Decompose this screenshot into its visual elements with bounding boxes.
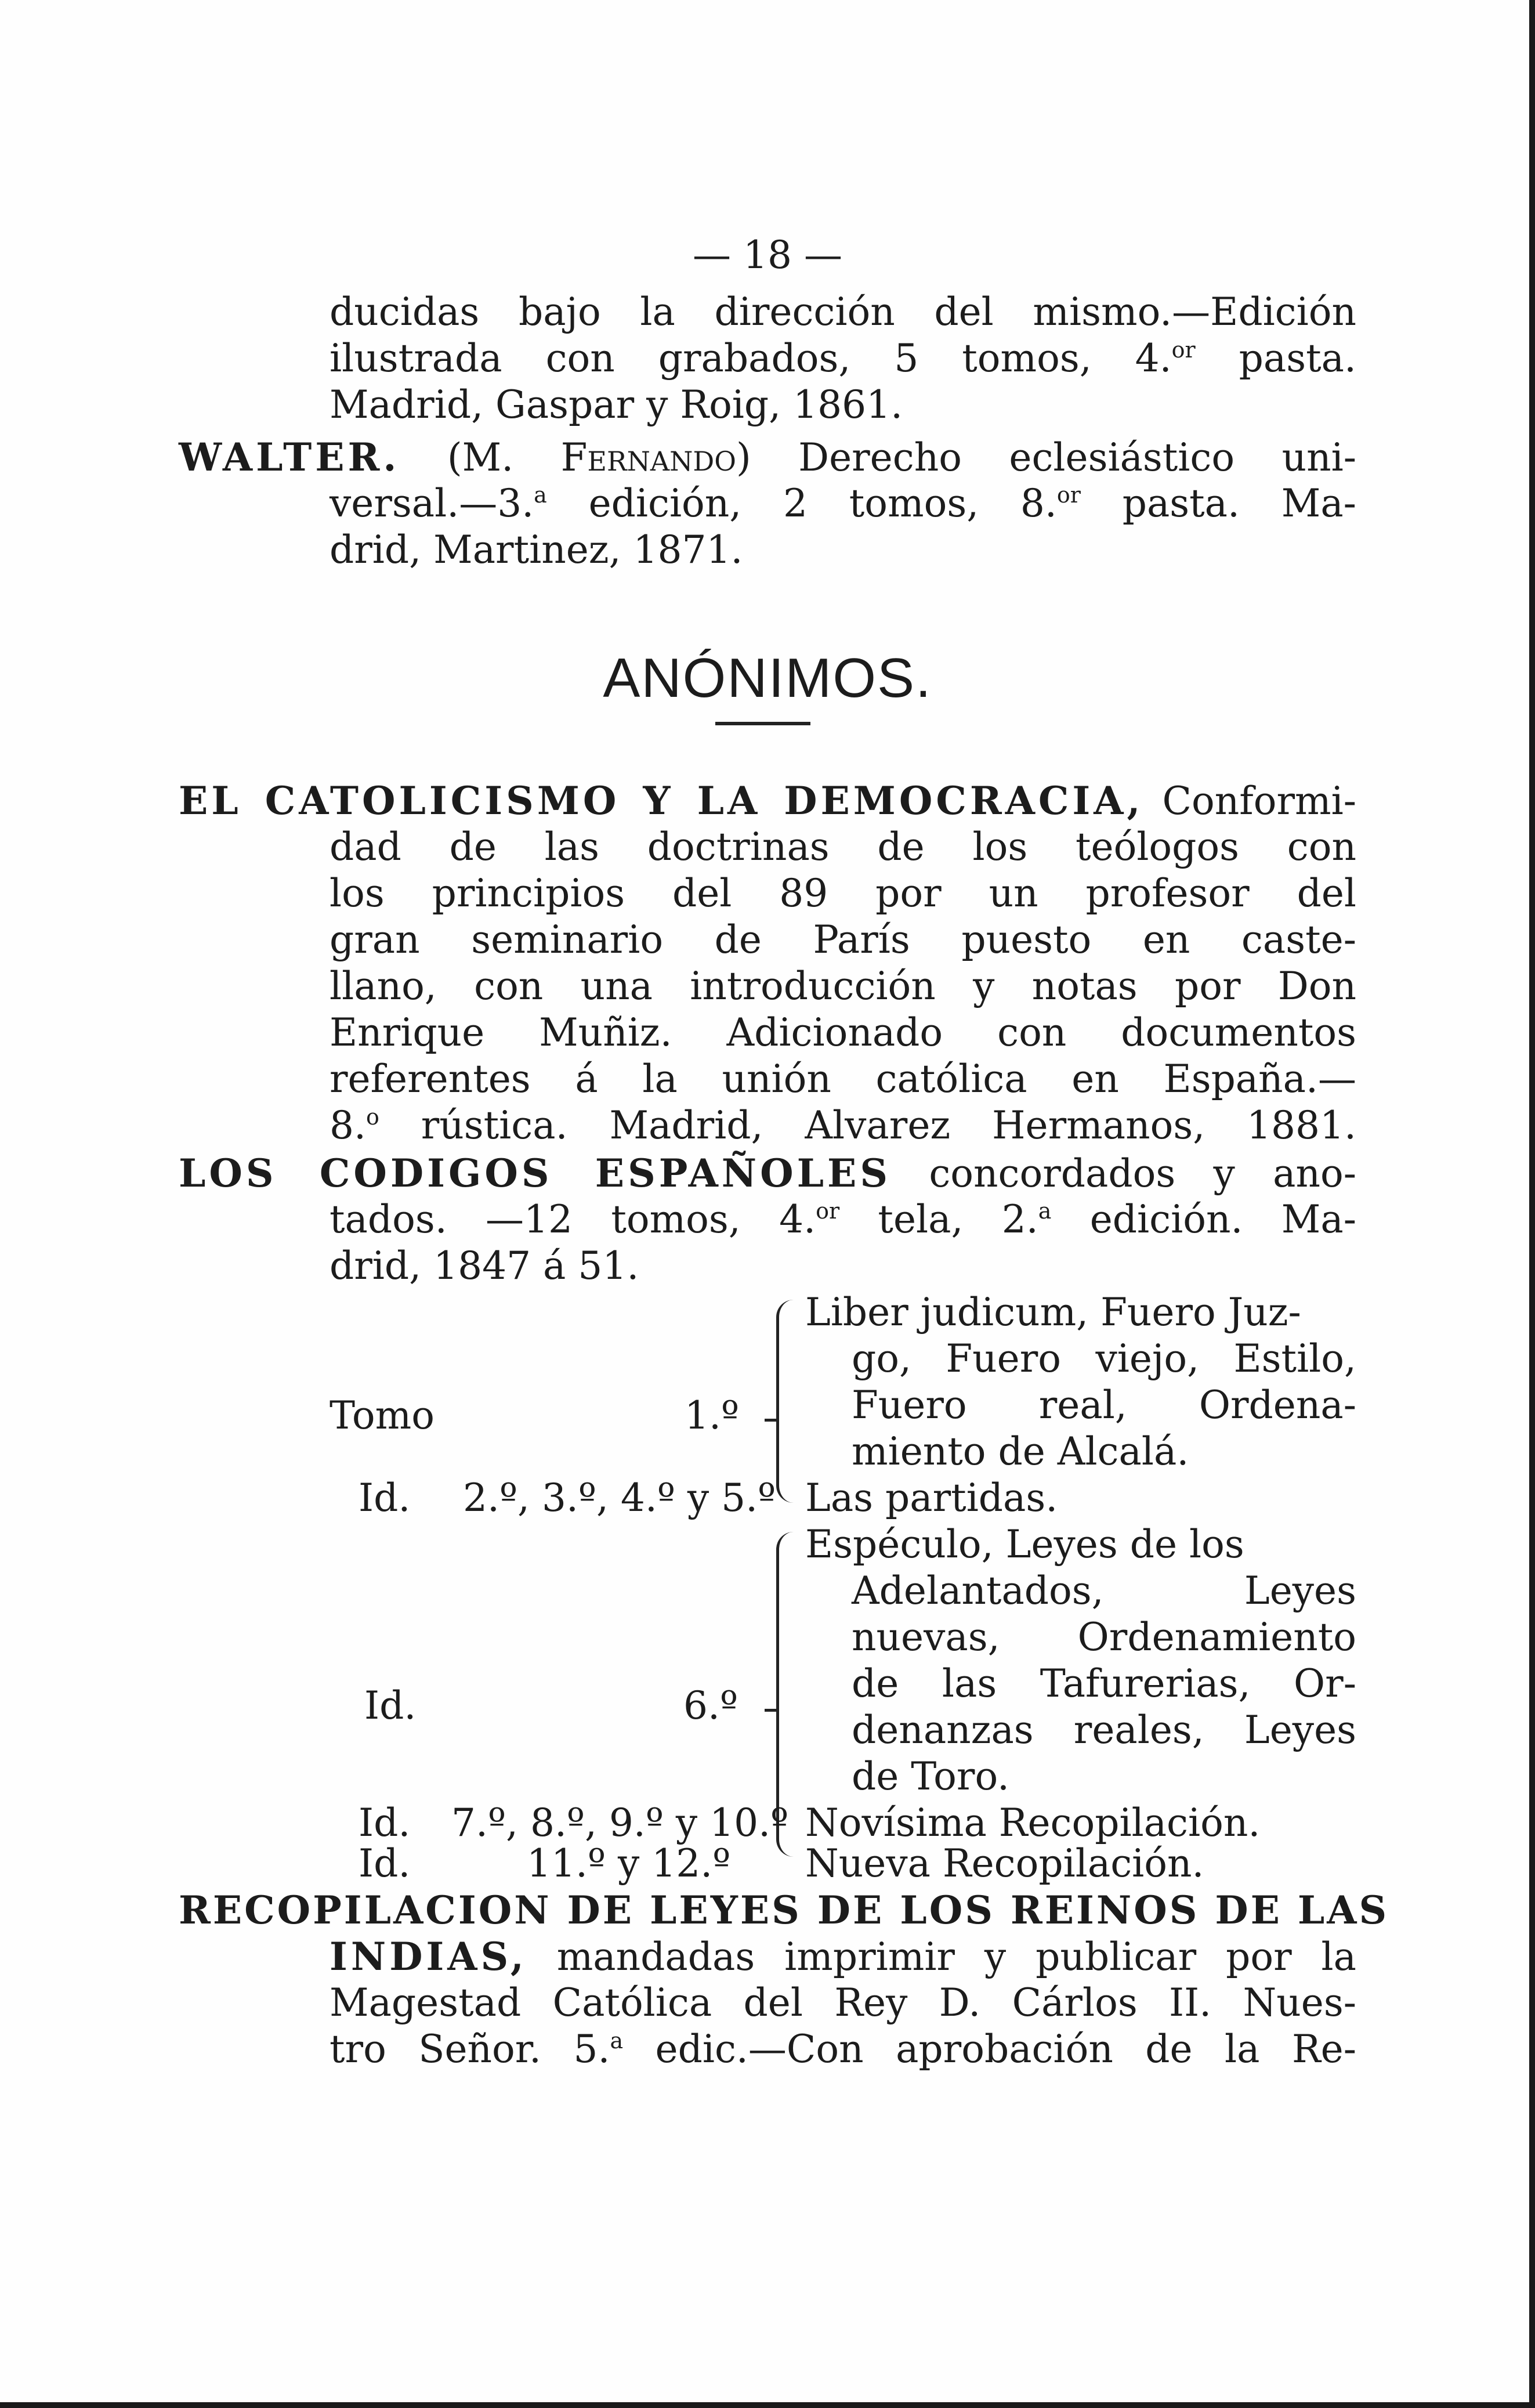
page-edge-right bbox=[1529, 0, 1535, 2408]
vol1-desc-line-2: go, Fuero viejo, Estilo, bbox=[852, 1336, 1356, 1381]
vol3-desc-line-2: Adelantados, Leyes bbox=[852, 1568, 1356, 1613]
recopilacion-line-4: tro Señor. 5.$^a$ edic.—Con aprobación de la Re- bbox=[330, 2027, 1356, 2071]
page-edge-bottom bbox=[0, 2402, 1535, 2408]
catolicismo-line-1: EL CATOLICISMO Y LA DEMOCRACIA, Conformi- bbox=[179, 778, 1356, 823]
vol3-number: 6.º bbox=[683, 1683, 738, 1728]
vol1-desc-line-4: miento de Alcalá. bbox=[852, 1429, 1189, 1474]
page-number: — 18 — bbox=[693, 233, 842, 277]
catolicismo-line-8: 8.$^o$ rústica. Madrid, Alvarez Hermanos, 1881. bbox=[330, 1103, 1356, 1148]
vol5-number: 11.º y 12.º bbox=[527, 1841, 731, 1886]
vol3-desc-line-1: Espéculo, Leyes de los bbox=[805, 1522, 1244, 1567]
vol1-brace bbox=[776, 1300, 802, 1503]
catolicismo-line-7: referentes á la unión católica en España.— bbox=[330, 1057, 1356, 1101]
title-rule bbox=[715, 722, 810, 725]
catolicismo-line-6: Enrique Muñiz. Adicionado con documentos bbox=[330, 1010, 1356, 1055]
vol3-desc-line-5: denanzas reales, Leyes bbox=[852, 1708, 1356, 1752]
walter-entry-line-2: versal.—3.$^a$ edición, 2 tomos, 8.$^{or}$ pasta. Ma- bbox=[330, 481, 1356, 526]
vol1-number: 1.º bbox=[685, 1393, 740, 1438]
intro-line-1: ducidas bajo la dirección del mismo.—Edición bbox=[330, 290, 1356, 334]
recopilacion-line-2: INDIAS, mandadas imprimir y publicar por la bbox=[330, 1934, 1356, 1979]
section-title: ANÓNIMOS. bbox=[603, 647, 932, 709]
intro-line-2: ilustrada con grabados, 5 tomos, 4.$^{or}$ pasta. bbox=[330, 336, 1356, 381]
recopilacion-line-3: Magestad Católica del Rey D. Cárlos II. Nues- bbox=[330, 1980, 1356, 2025]
catolicismo-line-5: llano, con una introducción y notas por Don bbox=[330, 964, 1356, 1008]
vol3-label: Id. bbox=[364, 1683, 417, 1728]
walter-entry-line-3: drid, Martinez, 1871. bbox=[330, 527, 743, 572]
vol5-desc: Nueva Recopilación. bbox=[805, 1841, 1204, 1886]
vol3-brace-tip bbox=[765, 1709, 779, 1712]
author-name: WALTER. bbox=[179, 435, 400, 480]
vol5-label: Id. bbox=[359, 1841, 411, 1886]
codigos-line-1: LOS CODIGOS ESPAÑOLES concordados y ano- bbox=[179, 1151, 1356, 1196]
vol4-desc: Novísima Recopilación. bbox=[805, 1800, 1261, 1845]
recopilacion-line-1: RECOPILACION DE LEYES DE LOS REINOS DE LAS bbox=[179, 1888, 1389, 1933]
codigos-line-2: tados. —12 tomos, 4.$^{or}$ tela, 2.$^a$ edición. Ma- bbox=[330, 1197, 1356, 1242]
vol4-number: 7.º, 8.º, 9.º y 10.º bbox=[451, 1800, 789, 1845]
vol2-label: Id. bbox=[359, 1476, 411, 1520]
intro-line-3: Madrid, Gaspar y Roig, 1861. bbox=[330, 382, 903, 427]
vol2-number: 2.º, 3.º, 4.º y 5.º bbox=[463, 1476, 776, 1520]
vol1-desc-line-3: Fuero real, Ordena- bbox=[852, 1383, 1356, 1427]
walter-entry-line-1: WALTER. (M. Fernando) Derecho eclesiástico uni- bbox=[179, 435, 1356, 480]
vol4-label: Id. bbox=[359, 1800, 411, 1845]
vol1-desc-line-1: Liber judicum, Fuero Juz- bbox=[805, 1290, 1301, 1335]
vol1-label: Tomo bbox=[330, 1393, 435, 1438]
vol3-desc-line-4: de las Tafurerias, Or- bbox=[852, 1661, 1356, 1706]
catolicismo-line-4: gran seminario de París puesto en caste- bbox=[330, 917, 1356, 962]
catolicismo-line-2: dad de las doctrinas de los teólogos con bbox=[330, 825, 1356, 869]
vol3-desc-line-6: de Toro. bbox=[852, 1754, 1010, 1799]
vol2-desc: Las partidas. bbox=[805, 1476, 1058, 1520]
vol3-desc-line-3: nuevas, Ordenamiento bbox=[852, 1615, 1356, 1659]
catolicismo-line-3: los principios del 89 por un profesor del bbox=[330, 871, 1356, 916]
codigos-line-3: drid, 1847 á 51. bbox=[330, 1243, 639, 1288]
vol1-brace-tip bbox=[765, 1419, 779, 1422]
